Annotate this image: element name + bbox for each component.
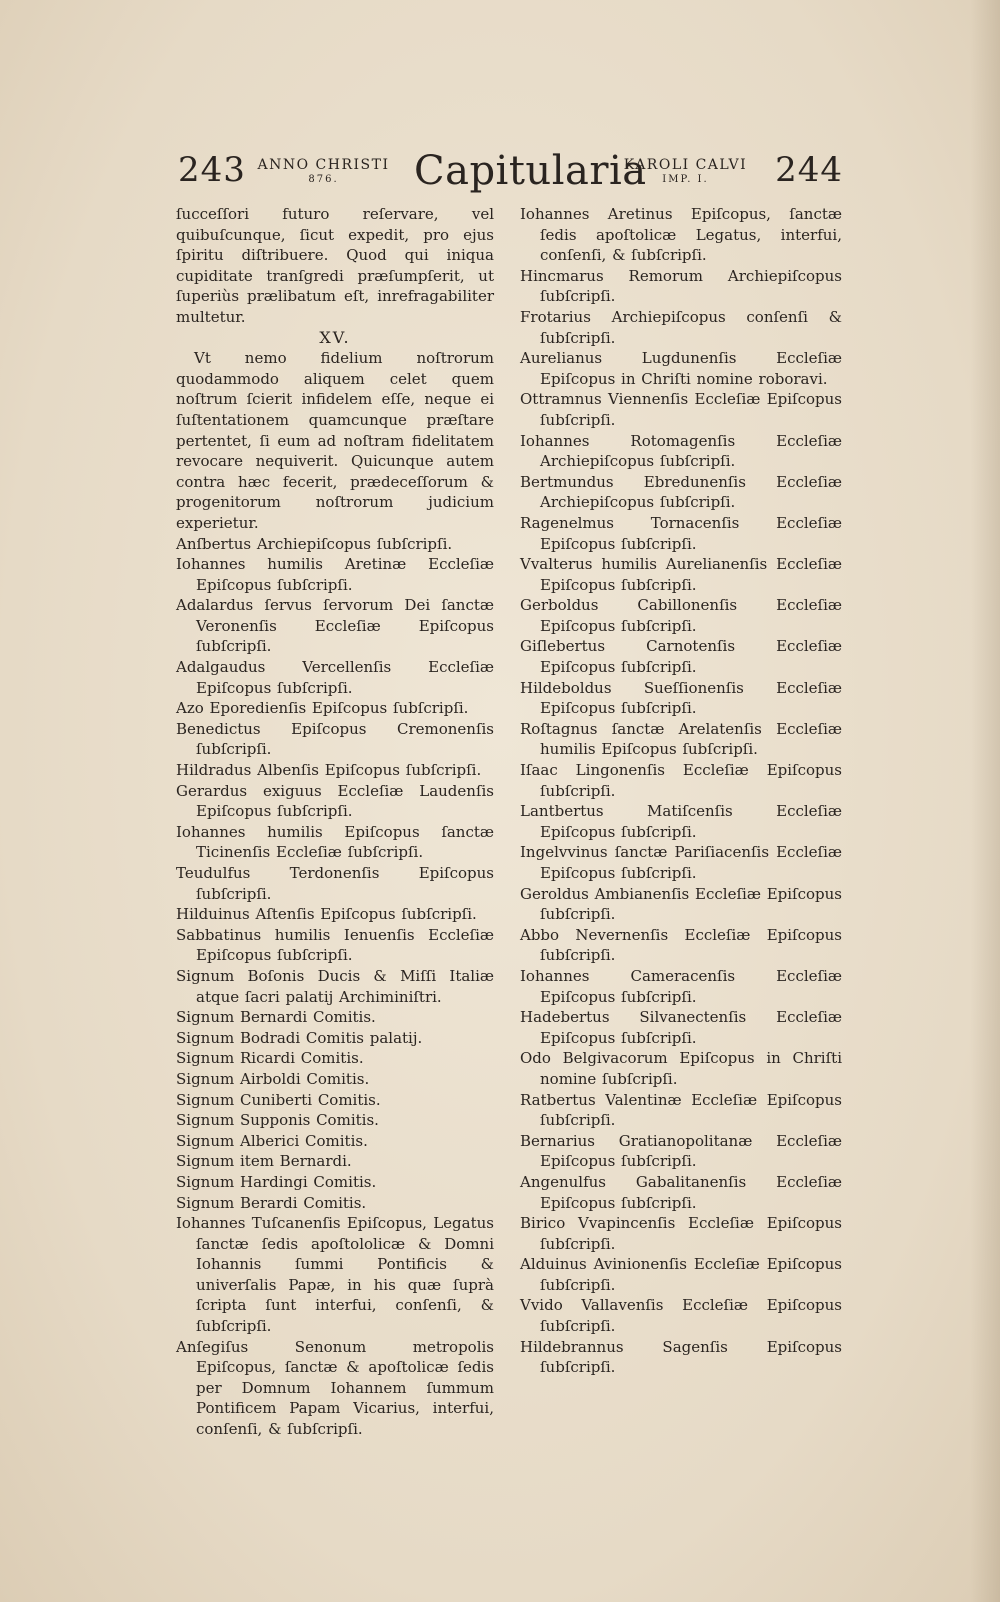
subscription-entry: Vvalterus humilis Aurelianenſis Eccleſiæ Epiſcopus ſubſcripſi.: [520, 555, 842, 594]
subscription-entry: Bertmundus Ebredunenſis Eccleſiæ Archiepiſcopus ſubſcripſi.: [520, 472, 842, 512]
running-head-right-sub: IMP. I.: [662, 174, 709, 185]
subscription-entry: Signum Alberici Comitis.: [176, 1131, 368, 1150]
subscription-entry: Signum Bodradi Comitis palatij.: [176, 1028, 423, 1047]
subscription-entry: Azo Eporedienſis Epiſcopus ſubſcripſi.: [176, 699, 469, 718]
subscription-entry: Iohannes Aretinus Epiſcopus, ſanctæ ſedis apoſtolicæ Legatus, interfui, conſenſi, & ſubſcripſi.: [520, 205, 842, 265]
page-title: Capitularia: [414, 148, 647, 194]
running-head-left-text: ANNO CHRISTI: [257, 157, 390, 173]
subscription-entry: Hildebrannus Sagenſis Epiſcopus ſubſcripſi.: [520, 1337, 842, 1377]
subscription-entry: Aurelianus Lugdunenſis Eccleſiæ Epiſcopus in Chriſti nomine roboravi.: [520, 349, 842, 388]
subscription-entry: Adalardus ſervus ſervorum Dei ſanctæ Veronenſis Eccleſiæ Epiſcopus ſubſcripſi.: [176, 596, 494, 656]
subscription-entry: Signum Hardingi Comitis.: [176, 1172, 377, 1191]
subscription-entry: Teudulfus Terdonenſis Epiſcopus ſubſcripſi.: [176, 864, 494, 903]
running-head-right: [618, 158, 753, 185]
subscription-entry: Odo Belgivacorum Epiſcopus in Chriſti nomine ſubſcripſi.: [520, 1049, 842, 1088]
folio-right: 244: [775, 150, 843, 190]
subscription-entry: Vvido Vallavenſis Eccleſiæ Epiſcopus ſubſcripſi.: [520, 1296, 842, 1336]
subscription-entry: Hadebertus Silvanectenſis Eccleſiæ Epiſcopus ſubſcripſi.: [520, 1008, 842, 1047]
subscription-entry: Angenulfus Gabalitanenſis Eccleſiæ Epiſcopus ſubſcripſi.: [520, 1172, 842, 1212]
subscription-entry: Adalgaudus Vercellenſis Eccleſiæ Epiſcopus ſubſcripſi.: [176, 658, 494, 697]
subscription-entry: Sabbatinus humilis Ienuenſis Eccleſiæ Epiſcopus ſubſcripſi.: [176, 925, 494, 965]
subscription-entry: Signum Bernardi Comitis.: [176, 1008, 376, 1027]
subscription-entry: Iohannes humilis Epiſcopus ſanctæ Ticinenſis Eccleſiæ ſubſcripſi.: [176, 822, 494, 862]
subscription-entry: Gerardus exiguus Eccleſiæ Laudenſis Epiſcopus ſubſcripſi.: [176, 781, 494, 821]
subscription-entry: Anſbertus Archiepiſcopus ſubſcripſi.: [176, 534, 453, 553]
running-head-left-year: 876.: [308, 174, 339, 185]
right-column: [520, 204, 842, 1378]
subscription-entry: Signum Supponis Comitis.: [176, 1111, 379, 1130]
subscription-entry: Roſtagnus ſanctæ Arelatenſis Eccleſiæ humilis Epiſcopus ſubſcripſi.: [520, 719, 842, 759]
subscription-entry: Anſegiſus Senonum metropolis Epiſcopus, ſanctæ & apoſtolicæ ſedis per Domnum Iohannem ſummum Pontificem Papam Vicarius, interfui, conſenſi, & ſubſcripſi.: [176, 1337, 494, 1439]
subscription-entry: Hilduinus Aſtenſis Epiſcopus ſubſcripſi.: [176, 905, 477, 924]
subscription-entry: Benedictus Epiſcopus Cremonenſis ſubſcripſi.: [176, 719, 494, 759]
subscription-entry: Giſlebertus Carnotenſis Eccleſiæ Epiſcopus ſubſcripſi.: [520, 637, 842, 677]
subscription-entry: Iſaac Lingonenſis Eccleſiæ Epiſcopus ſubſcripſi.: [520, 761, 842, 800]
subscription-entry: Birico Vvapincenſis Eccleſiæ Epiſcopus ſubſcripſi.: [520, 1214, 842, 1253]
subscription-entry: Hildeboldus Sueſſionenſis Eccleſiæ Epiſcopus ſubſcripſi.: [520, 678, 842, 718]
subscription-entry: Bernarius Gratianopolitanæ Eccleſiæ Epiſcopus ſubſcripſi.: [520, 1131, 842, 1171]
subscription-entry: Geroldus Ambianenſis Eccleſiæ Epiſcopus ſubſcripſi.: [520, 884, 842, 924]
subscription-entry: Signum Berardi Comitis.: [176, 1193, 367, 1212]
subscription-entry: Iohannes humilis Aretinæ Eccleſiæ Epiſcopus ſubſcripſi.: [176, 555, 494, 594]
subscription-entry: Iohannes Cameracenſis Eccleſiæ Epiſcopus ſubſcripſi.: [520, 966, 842, 1006]
subscription-entry: Ottramnus Viennenſis Eccleſiæ Epiſcopus ſubſcripſi.: [520, 390, 842, 429]
subscription-entry: Signum Ricardi Comitis.: [176, 1049, 364, 1068]
page-header: [178, 148, 843, 200]
subscription-entry: Iohannes Rotomagenſis Eccleſiæ Archiepiſcopus ſubſcripſi.: [520, 431, 842, 471]
subscription-entry: Hildradus Albenſis Epiſcopus ſubſcripſi.: [176, 761, 482, 780]
subscription-entry: Iohannes Tuſcanenſis Epiſcopus, Legatus ſanctæ ſedis apoſtololicæ & Domni Iohannis ſummi Pontificis & univerſalis Papæ, in his quæ ſuprà ſcripta ſunt interfui, conſenſi, & ſubſcripſi.: [176, 1214, 494, 1336]
subscription-entry: Signum Airboldi Comitis.: [176, 1069, 370, 1088]
subscription-entry: Lantbertus Matiſcenſis Eccleſiæ Epiſcopus ſubſcripſi.: [520, 802, 842, 841]
page-edge-shadow: [970, 0, 1000, 1602]
left-column: [176, 204, 494, 1440]
section-heading: XV.: [319, 327, 351, 347]
subscription-entry: Frotarius Archiepiſcopus conſenſi & ſubſcripſi.: [520, 307, 842, 347]
subscription-entry: Signum Boſonis Ducis & Miſſi Italiæ atque ſacri palatij Archiminiſtri.: [176, 966, 494, 1006]
subscription-entry: Ragenelmus Tornacenſis Eccleſiæ Epiſcopus ſubſcripſi.: [520, 513, 842, 553]
paragraph: ſucceſſori futuro reſervare, vel quibuſcunque, ſicut expedit, pro ejus ſpiritu diſtribuere. Quod qui iniqua cupiditate tranſgredi præſumpſerit, ut ſuperiùs prælibatum eſt, inrefragabiliter multetur.: [176, 205, 494, 326]
subscription-entry: Hincmarus Remorum Archiepiſcopus ſubſcripſi.: [520, 266, 842, 306]
paragraph: Vt nemo fidelium noſtrorum quodammodo aliquem celet quem noſtrum ſcierit infidelem eſſe, neque ei ſuſtentationem quamcunque præſtare pertentet, ſi eum ad noſtram fidelitatem revocare nequiverit. Quicunque autem contra hæc fecerit, prædeceſſorum & progenitorum noſtrorum judicium experietur.: [176, 349, 494, 532]
running-head-left: [256, 158, 391, 185]
subscription-entry: Alduinus Avinionenſis Eccleſiæ Epiſcopus ſubſcripſi.: [520, 1255, 842, 1294]
folio-left: 243: [178, 150, 246, 190]
subscription-entry: Abbo Nevernenſis Eccleſiæ Epiſcopus ſubſcripſi.: [520, 925, 842, 965]
subscription-entry: Signum item Bernardi.: [176, 1152, 352, 1171]
running-head-right-text: KAROLI CALVI: [623, 157, 748, 173]
subscription-entry: Signum Cuniberti Comitis.: [176, 1090, 381, 1109]
subscription-entry: Gerboldus Cabillonenſis Eccleſiæ Epiſcopus ſubſcripſi.: [520, 596, 842, 635]
subscription-entry: Ingelvvinus ſanctæ Pariſiacenſis Eccleſiæ Epiſcopus ſubſcripſi.: [520, 843, 842, 882]
subscription-entry: Ratbertus Valentinæ Eccleſiæ Epiſcopus ſubſcripſi.: [520, 1090, 842, 1130]
